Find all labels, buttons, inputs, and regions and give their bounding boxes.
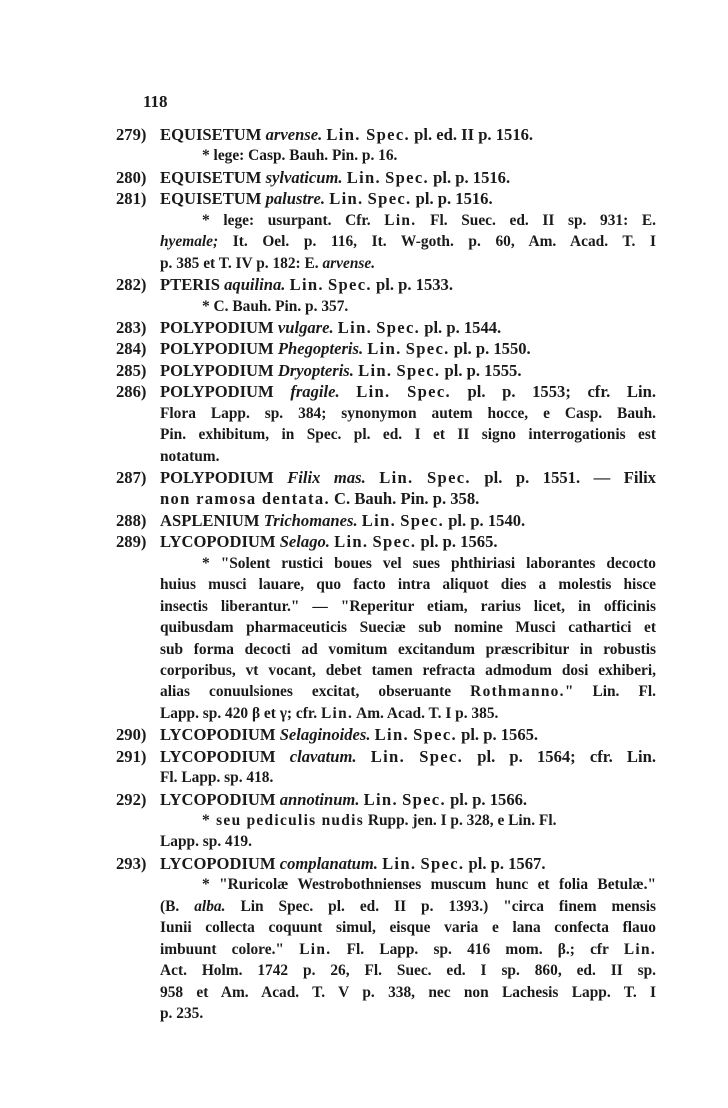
- entry-293: 293) LYCOPODIUM complanatum. Lin. Spec. pl. p. 1567.: [116, 853, 546, 873]
- note-line: Lapp. sp. 420 β et γ; cfr. Lin. Am. Acad. T. I p. 385.: [160, 704, 499, 722]
- note-line: p. 235.: [160, 1004, 204, 1022]
- note-line: * seu pediculis nudis Rupp. jen. I p. 328, e Lin. Fl.: [202, 812, 557, 829]
- note-line: Flora Lapp. sp. 384; synonymon autem hocce, e Casp. Bauh.: [160, 404, 656, 422]
- entry-284: 284) POLYPODIUM Phegopteris. Lin. Spec. pl. p. 1550.: [116, 339, 531, 359]
- note-line: p. 385 et T. IV p. 182: E. arvense.: [160, 254, 376, 272]
- entry-list: [116, 124, 656, 1024]
- page-number: 118: [143, 92, 168, 111]
- note-line: sub forma decocti ad vomitum excitandum præscribitur in robustis: [160, 640, 656, 658]
- entry-279: 279) EQUISETUM arvense. Lin. Spec. pl. ed. II p. 1516.: [116, 125, 534, 144]
- entry-283: 283) POLYPODIUM vulgare. Lin. Spec. pl. p. 1544.: [116, 317, 502, 337]
- note-line: hyemale; It. Oel. p. 116, It. W-goth. p. 60, Am. Acad. T. I: [160, 233, 656, 251]
- note-line: * C. Bauh. Pin. p. 357.: [202, 297, 349, 315]
- note-line: * lege: usurpant. Cfr. Lin. Fl. Suec. ed. II sp. 931: E.: [202, 211, 657, 229]
- note-line: Iunii collecta coquunt simul, eisque varia e lana confecta flauo: [160, 919, 656, 937]
- note-line: (B. alba. Lin Spec. pl. ed. II p. 1393.) "circa finem mensis: [160, 897, 656, 915]
- note-line: quibusdam pharmaceuticis Sueciæ sub nomine Musci cathartici et: [160, 619, 656, 637]
- note-line: alias conuulsiones excitat, obseruante Rothmanno." Lin. Fl.: [160, 683, 657, 701]
- entry-285: 285) POLYPODIUM Dryopteris. Lin. Spec. pl. p. 1555.: [116, 360, 522, 380]
- note-line: Act. Holm. 1742 p. 26, Fl. Suec. ed. I sp. 860, ed. II sp.: [160, 962, 656, 980]
- note-line: * lege: Casp. Bauh. Pin. p. 16.: [202, 147, 398, 165]
- note-line: non ramosa dentata. C. Bauh. Pin. p. 358.: [160, 489, 480, 509]
- entry-286: 286) POLYPODIUM fragile. Lin. Spec. pl. p. 1553; cfr. Lin.: [116, 382, 656, 402]
- note-line: notatum.: [160, 447, 220, 465]
- entry-289: 289) LYCOPODIUM Selago. Lin. Spec. pl. p. 1565.: [116, 532, 498, 552]
- note-line: Lapp. sp. 419.: [160, 833, 252, 851]
- note-line: imbuunt colore." Lin. Fl. Lapp. sp. 416 mom. β.; cfr Lin.: [160, 940, 656, 958]
- note-line: * "Solent rustici boues vel sues phthiriasi laborantes decocto: [202, 554, 656, 572]
- note-line: Fl. Lapp. sp. 418.: [160, 769, 274, 787]
- note-line: insectis liberantur." — "Reperitur etiam, rarius licet, in officinis: [160, 597, 656, 615]
- entry-290: 290) LYCOPODIUM Selaginoides. Lin. Spec. pl. p. 1565.: [116, 725, 539, 745]
- entry-291: 291) LYCOPODIUM clavatum. Lin. Spec. pl. p. 1564; cfr. Lin.: [116, 746, 656, 766]
- entry-288: 288) ASPLENIUM Trichomanes. Lin. Spec. pl. p. 1540.: [116, 510, 526, 530]
- note-line: Pin. exhibitum, in Spec. pl. ed. I et II signo interrogationis est: [160, 426, 656, 444]
- note-line: huius musci lauare, quo facto intra aliquot dies a molestis hisce: [160, 576, 656, 594]
- entry-281: 281) EQUISETUM palustre. Lin. Spec. pl. p. 1516.: [116, 189, 493, 209]
- note-line: 958 et Am. Acad. T. V p. 338, nec non Lachesis Lapp. T. I: [160, 983, 656, 1001]
- entry-292: 292) LYCOPODIUM annotinum. Lin. Spec. pl. p. 1566.: [116, 789, 528, 809]
- note-line: corporibus, vt vocant, debet tamen refracta admodum dosi exhiberi,: [160, 661, 656, 679]
- entry-287: 287) POLYPODIUM Filix mas. Lin. Spec. pl. p. 1551. — Filix: [116, 468, 656, 487]
- entry-282: 282) PTERIS aquilina. Lin. Spec. pl. p. 1533.: [116, 275, 453, 295]
- entry-280: 280) EQUISETUM sylvaticum. Lin. Spec. pl. p. 1516.: [116, 167, 511, 187]
- note-line: * "Ruricolæ Westrobothnienses muscum hunc et folia Betulæ.": [202, 876, 656, 894]
